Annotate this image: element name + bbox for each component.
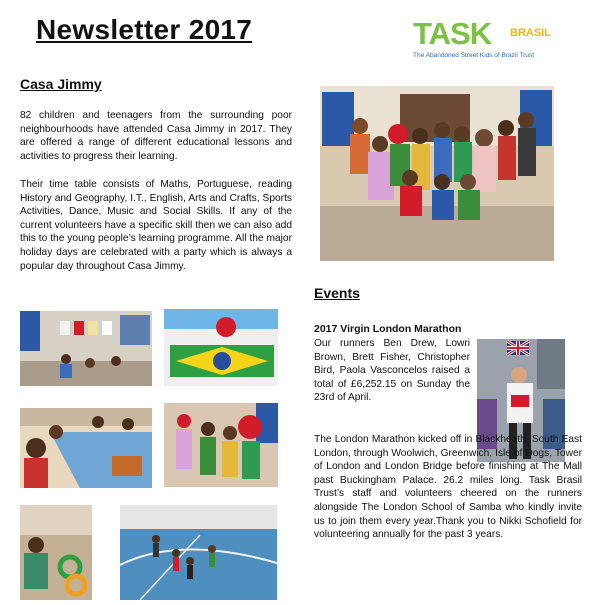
logo-tagline: The Abandoned Street Kids of Brazil Trust xyxy=(413,52,535,59)
casa-paragraph-1: 82 children and teenagers from the surrounding poor neighbourhoods have attended Casa Jimmy in 2017. They are offered a range of different educational lessons and activities to progress their learning. xyxy=(20,110,292,162)
marathon-heading: 2017 Virgin London Marathon xyxy=(314,323,462,335)
party-table-photo xyxy=(20,408,152,488)
logo-brand: TASK xyxy=(413,16,492,51)
marathon-paragraph-1: Our runners Ben Drew, Lowri Brown, Brett Fisher, Christopher Bird, Paola Vasconcelos raised a total of £6,252.15 on Sunday the 23rd of April. xyxy=(314,338,470,404)
play-rings-photo xyxy=(20,505,92,600)
sports-court-photo xyxy=(120,505,277,600)
classroom-photo xyxy=(20,311,152,386)
task-brasil-logo xyxy=(413,18,563,66)
marathon-paragraph-2: The London Marathon kicked off in Blackheath, South East London, through Woolwich, Greenwich, Isle of Dogs, Tower of London and London Bridge before finishing at The Mall past Buckingham Palace. 26.2 miles long. Task Brasil Trust’s staff and volunteers cheered on the runners alongside The London School of Samba who kindly invite us to join them every year.Thank you to Nikki Schofield for volunteering annually for the past 3 years. xyxy=(314,434,582,541)
casa-paragraph-2: Their time table consists of Maths, Portuguese, reading History and Geography, I.T., English, Arts and Crafts, Sports Activities, Dance, Music and Social Skills. If any of the current volunteers have a specific skill then we can also add this to the young people’s learning programme. All the major holiday days are celebrated with a party which is always a popular day throughout Casa Jimmy. xyxy=(20,179,292,272)
events-heading: Events xyxy=(314,285,360,301)
group-photo xyxy=(320,86,554,261)
logo-sub: BRASIL xyxy=(510,27,551,39)
newsletter-title: Newsletter 2017 xyxy=(36,14,253,45)
costume-kids-photo xyxy=(164,403,278,487)
brazil-flag-photo xyxy=(164,309,278,386)
casa-jimmy-heading: Casa Jimmy xyxy=(20,76,102,92)
